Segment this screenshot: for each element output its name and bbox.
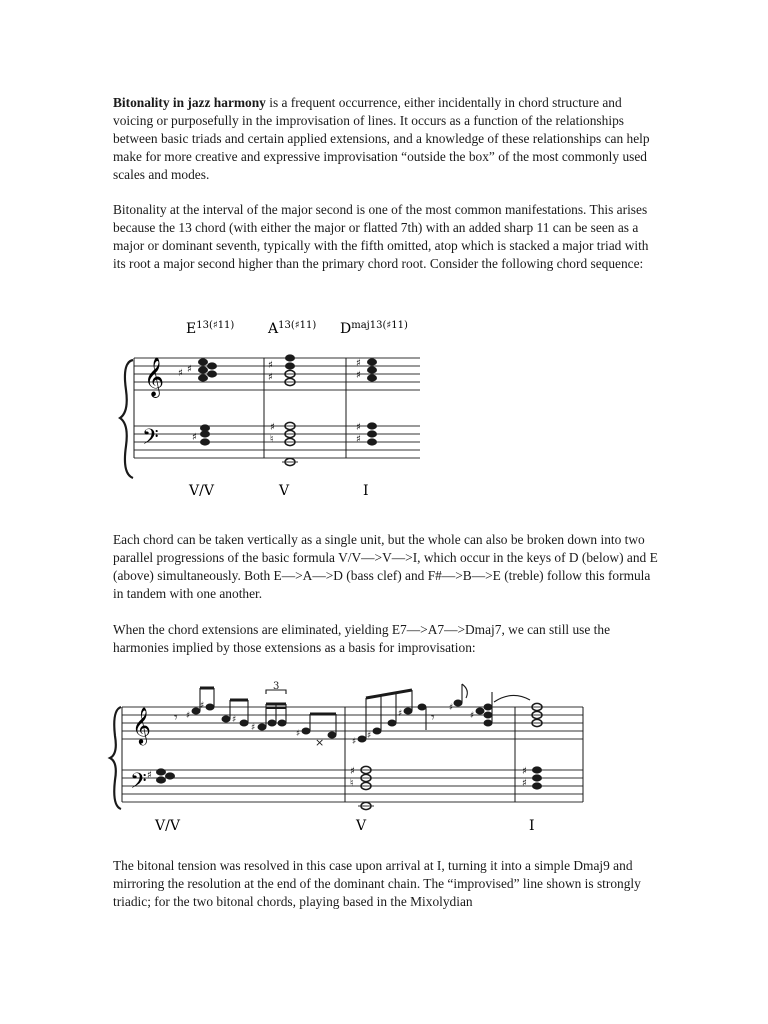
triplet-label: 3 bbox=[273, 681, 280, 692]
roman-numeral-3: I bbox=[363, 483, 369, 499]
svg-text:♯: ♯ bbox=[268, 360, 273, 371]
svg-text:♯: ♯ bbox=[356, 358, 361, 369]
svg-text:♯: ♯ bbox=[296, 729, 301, 739]
svg-text:♯: ♯ bbox=[232, 715, 237, 725]
svg-text:♯: ♯ bbox=[187, 364, 192, 375]
svg-text:♯: ♯ bbox=[470, 711, 475, 721]
svg-text:♯: ♯ bbox=[449, 703, 454, 713]
roman-numeral-1: V/V bbox=[155, 818, 180, 834]
bass-chord-2 bbox=[350, 766, 374, 810]
roman-numeral-2: V bbox=[279, 483, 290, 499]
bass-clef-icon: 𝄢 bbox=[130, 769, 147, 799]
svg-text:♯: ♯ bbox=[268, 372, 273, 383]
chord-2-bass bbox=[270, 422, 298, 466]
svg-text:^: ^ bbox=[421, 674, 430, 685]
svg-text:×: × bbox=[315, 736, 325, 749]
paragraph-extensions: When the chord extensions are eliminated, yielding E7—>A7—>Dmaj7, we can still use the harmonies implied by those extensions as a basis for improvisation: bbox=[113, 622, 611, 655]
treble-clef-icon: 𝄞 bbox=[132, 706, 151, 744]
intro-bold-term: Bitonality in jazz harmony bbox=[113, 95, 266, 110]
chord-1-bass bbox=[192, 424, 210, 445]
chord-symbol-1: $E^{13(♯11)}$ bbox=[186, 320, 235, 337]
svg-text:♯: ♯ bbox=[186, 711, 191, 721]
paragraph-resolution: The bitonal tension was resolved in this case upon arrival at I, turning it into a simple Dmaj9 and mirroring the resolution at the end of the dominant chain. The “improvised” line shown is strongly triadic; for the two bitonal chords, playing based in the Mixolydian bbox=[113, 858, 641, 909]
svg-text:♯: ♯ bbox=[356, 434, 361, 445]
svg-text:♯: ♯ bbox=[200, 701, 205, 711]
music-example-improvised-line bbox=[0, 670, 768, 845]
paragraph-intro bbox=[113, 94, 658, 184]
roman-numeral-2: V bbox=[356, 818, 367, 834]
paragraph-parallel-progressions: Each chord can be taken vertically as a single unit, but the whole can also be broken down into two parallel progressions of the basic formula V/V—>V—>I, which occur in the keys of D (below) and E (above) simultaneously. Both E—>A—>D (bass clef) and F#—>B—>E (treble) follow this formula in tandem with one another. bbox=[113, 532, 658, 601]
chord-3-treble bbox=[356, 358, 377, 382]
chord-symbol-3: $D^{maj13(♯11)}$ bbox=[340, 320, 408, 337]
bass-clef-icon: 𝄢 bbox=[142, 425, 159, 455]
roman-numeral-1: V/V bbox=[189, 483, 214, 499]
svg-text:♯: ♯ bbox=[398, 709, 403, 719]
svg-text:𝄾: 𝄾 bbox=[174, 710, 178, 726]
svg-text:♯: ♯ bbox=[352, 737, 357, 747]
grand-staff-brace bbox=[120, 360, 133, 478]
melody-bar-2 bbox=[352, 674, 530, 747]
roman-numeral-3: I bbox=[529, 818, 535, 834]
svg-text:𝄾: 𝄾 bbox=[431, 710, 435, 726]
svg-text:♯: ♯ bbox=[522, 766, 527, 777]
music-example-chord-sequence bbox=[0, 300, 768, 510]
svg-text:♯: ♯ bbox=[192, 432, 197, 443]
svg-text:♯: ♯ bbox=[356, 370, 361, 381]
intro-text: is a frequent occurrence, either incidentally in chord structure and voicing or purposefully in the improvisation of lines. It occurs as a function of the relationships between basic triads and certain applied extensions, and a knowledge of these relationships can help make for more creative and expressive improvisation “outside the box” of the most commonly used scales and modes. bbox=[113, 95, 650, 182]
grand-staff-brace bbox=[110, 707, 121, 809]
svg-text:♯: ♯ bbox=[251, 723, 256, 733]
treble-staff-lines bbox=[122, 707, 583, 739]
bass-chord-1 bbox=[147, 768, 175, 783]
svg-text:♯: ♯ bbox=[178, 368, 183, 379]
treble-staff-lines bbox=[134, 358, 420, 390]
svg-text:♯: ♯ bbox=[350, 766, 355, 777]
bass-staff-lines bbox=[134, 426, 420, 458]
svg-text:♮: ♮ bbox=[270, 434, 274, 445]
chord-1-treble bbox=[178, 358, 217, 381]
treble-clef-icon: 𝄞 bbox=[144, 357, 165, 397]
chord-symbol-2: $A^{13(♯11)}$ bbox=[268, 320, 317, 337]
svg-text:>: > bbox=[488, 680, 497, 691]
svg-text:♯: ♯ bbox=[367, 731, 372, 741]
chord-2-treble bbox=[268, 354, 295, 385]
svg-text:♯: ♯ bbox=[270, 422, 275, 433]
barlines bbox=[134, 358, 346, 458]
paragraph-major-second: Bitonality at the interval of the major second is one of the most common manifestations. This arises because the 13 chord (with either the major or flatted 7th) with an added sharp 11 can be seen as a major or dominant seventh, typically with the fifth omitted, atop which is stacked a major triad with its root a major second higher than the primary chord root. Consider the following chord sequence: bbox=[113, 202, 649, 271]
svg-text:♯: ♯ bbox=[147, 770, 152, 781]
svg-text:♯: ♯ bbox=[522, 778, 527, 789]
svg-text:♮: ♮ bbox=[350, 778, 354, 789]
svg-text:♯: ♯ bbox=[356, 422, 361, 433]
